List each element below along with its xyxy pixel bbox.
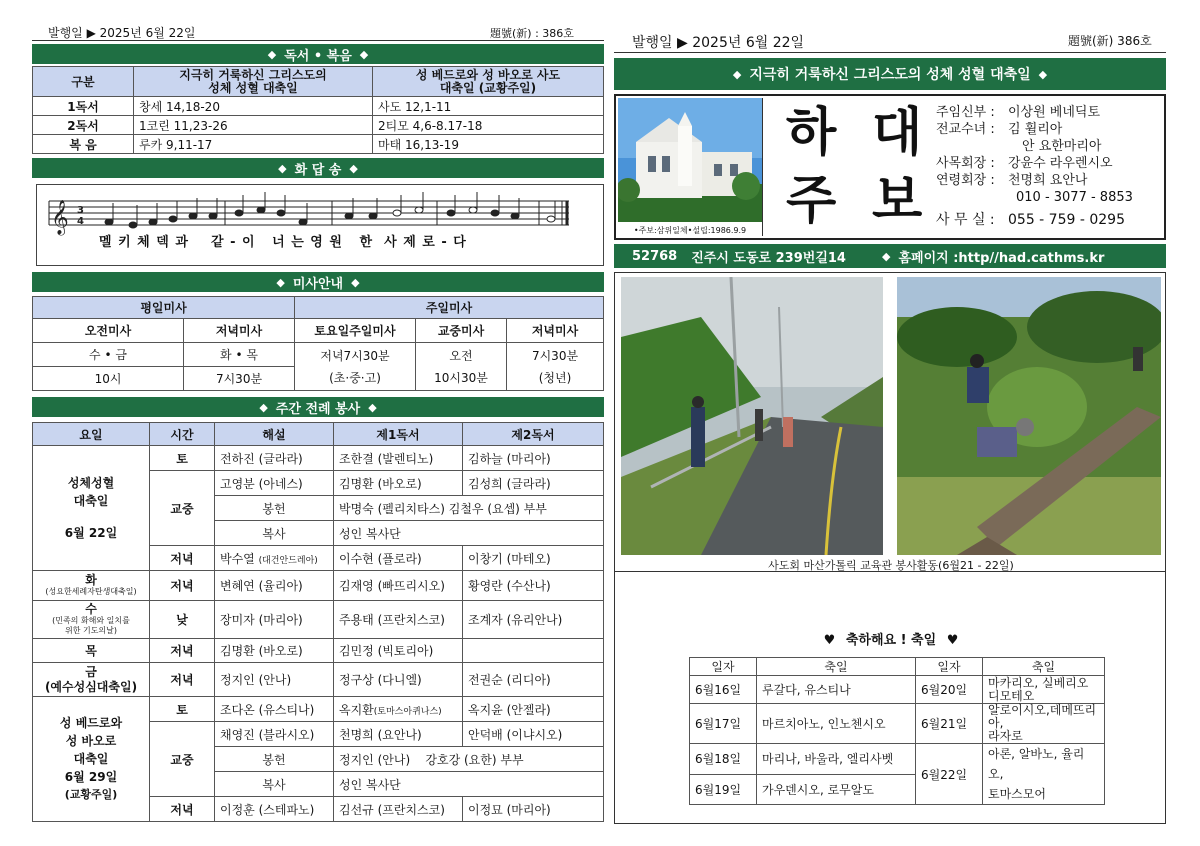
staff-label: 사 무 실 :: [936, 212, 995, 228]
masthead-box: [614, 94, 1166, 240]
readings-row-label: 복 음: [33, 135, 134, 154]
service-cell: 정지인 (안나): [215, 663, 334, 697]
right-header-rule: [614, 52, 1166, 53]
service-time: 토: [150, 446, 215, 471]
service-feast2-title: 성 베드로와 성 바오로 대축일: [59, 716, 123, 766]
service-time: 저녁: [150, 663, 215, 697]
staff-value: 안 요한마리아: [1022, 139, 1102, 154]
service-cell: 정구상 (다니엘): [334, 663, 463, 697]
masthead-char: 보: [872, 170, 923, 231]
mass-col: 교중미사: [416, 319, 507, 343]
staff-value: 이상원 베네딕토: [1008, 105, 1101, 120]
service-title-bar: ◆ 주간 전례 봉사 ◆: [32, 397, 604, 417]
psalm-title-bar: ◆ 화 답 송 ◆: [32, 158, 604, 178]
service-cell: [334, 697, 463, 722]
service-cell: 이창기 (마테오): [463, 546, 604, 571]
staff-row: [936, 172, 1164, 189]
feast-date: 6월20일: [916, 676, 983, 704]
mass-col: 저녁미사: [507, 319, 604, 343]
photo-section: [614, 272, 1166, 824]
feast-date: 6월18일: [690, 744, 757, 775]
service-name: 박수열: [220, 551, 259, 566]
staff-row: [936, 189, 1164, 206]
service-cell: 김민정 (빅토리아): [334, 639, 463, 663]
staff-row: [936, 121, 1164, 138]
staff-list: [936, 104, 1164, 229]
service-cell: 이정훈 (스테파노): [215, 797, 334, 822]
photo-road-volunteers: [621, 277, 883, 555]
service-cell: 이정묘 (마리아): [463, 797, 604, 822]
mass-cell: 화 • 목: [184, 343, 295, 367]
church-photo-caption: •주보:삼위일체•설립:1986.9.9: [618, 225, 762, 236]
feast-saints: 가우덴시오, 로무알도: [757, 774, 916, 805]
service-cell: 전하진 (글라라): [215, 446, 334, 471]
service-cell: 박명숙 (펠리치타스) 김철우 (요셉) 부부: [334, 496, 604, 521]
readings-cell: 2티모 4,6-8.17-18: [373, 116, 604, 135]
service-cell: 장미자 (마리아): [215, 601, 334, 639]
psalm-title: 화 답 송: [294, 162, 342, 178]
service-cell: 김명환 (바오로): [334, 471, 463, 496]
feast-col: 축일: [983, 658, 1105, 676]
staff-row: [936, 155, 1164, 172]
church-image: [618, 98, 762, 222]
service-cell: 김재영 (빠뜨리시오): [334, 571, 463, 601]
service-cell: 조계자 (유리안나): [463, 601, 604, 639]
service-cell: 채영진 (블라시오): [215, 722, 334, 747]
readings-cell: 마태 16,13-19: [373, 135, 604, 154]
service-cell: 복사: [215, 772, 334, 797]
service-day-tue: [33, 571, 150, 601]
masthead-char: 대: [872, 102, 923, 163]
service-name-sub: (토마스아퀴나스): [373, 706, 442, 717]
feast-date: 6월17일: [690, 704, 757, 744]
service-cell: 변혜연 (율리아): [215, 571, 334, 601]
masthead-char: 하: [786, 102, 837, 163]
mass-cell: 7시30분: [184, 367, 295, 391]
service-day-note: (민족의 화해와 일치를 위한 기도의날): [52, 616, 130, 635]
service-cell: 김명환 (바오로): [215, 639, 334, 663]
service-cell: 고영분 (아네스): [215, 471, 334, 496]
service-cell: 김선규 (프란치스코): [334, 797, 463, 822]
mass-table: [32, 296, 604, 391]
service-cell: [463, 639, 604, 663]
masthead-char: 주: [786, 170, 837, 231]
staff-value: 010 - 3077 - 8853: [1016, 190, 1133, 205]
feast-saints: 루갈다, 유스티나: [757, 676, 916, 704]
svg-text:3: 3: [77, 205, 84, 216]
service-cell: 성인 복사단: [334, 521, 604, 546]
service-cell: 황영란 (수산나): [463, 571, 604, 601]
feast-col: 축일: [757, 658, 916, 676]
caption-rule: [615, 571, 1165, 572]
service-time: 저녁: [150, 797, 215, 822]
mass-weekday-header: 평일미사: [33, 297, 295, 319]
readings-col-kind: 구분: [33, 67, 134, 97]
feast-saints: 마카리오, 실베리오 디모테오: [983, 676, 1105, 704]
svg-text:4: 4: [77, 216, 84, 227]
church-photo: [618, 98, 763, 236]
feast-saints: 아론, 알바노, 율리오, 토마스모어: [983, 744, 1105, 805]
feast-saints: 알로이시오,데메뜨리아, 라자로: [983, 704, 1105, 744]
address-bar: 52768 진주시 도동로 239번길14 ◆ 홈페이지 :http//had.cathms.kr: [614, 244, 1166, 268]
right-header-issue: 題號(新) 386호: [1068, 34, 1152, 48]
service-col: 시간: [150, 423, 215, 446]
feast-saints: 마리나, 바울라, 엘리사벳: [757, 744, 916, 775]
feast-col: 일자: [690, 658, 757, 676]
mass-cell: 10시: [33, 367, 184, 391]
feast-saints: 마르치아노, 인노첸시오: [757, 704, 916, 744]
psalm-music-box: [36, 184, 604, 266]
service-time: 저녁: [150, 571, 215, 601]
service-day-label: 수: [85, 602, 97, 616]
service-cell: 성인 복사단: [334, 772, 604, 797]
readings-row-label: 1독서: [33, 97, 134, 116]
psalm-lyrics: 멜 키 체 덱 과 같 - 이 너 는 영 원 한 사 제 로 - 다: [99, 235, 467, 250]
service-time: 교중: [150, 722, 215, 797]
service-time: 저녁: [150, 639, 215, 663]
mass-cell: 수 • 금: [33, 343, 184, 367]
staff-row: [936, 138, 1164, 155]
service-day-label: 금: [85, 664, 97, 679]
masthead-title: [782, 96, 926, 238]
left-header-date: 발행일 ▶ 2025년 6월 22일: [48, 26, 196, 40]
svg-text:𝄞: 𝄞: [51, 200, 69, 235]
service-feast2-cell: [33, 697, 150, 822]
feast-date: 6월16일: [690, 676, 757, 704]
address-text: 진주시 도동로 239번길14: [691, 250, 846, 266]
service-cell: 정지인 (안나) 강호강 (요한) 부부: [334, 747, 604, 772]
readings-cell: 1코린 11,23-26: [134, 116, 373, 135]
service-cell: 주용태 (프란치스코): [334, 601, 463, 639]
feast-col: 일자: [916, 658, 983, 676]
readings-row-label: 2독서: [33, 116, 134, 135]
service-cell: [215, 546, 334, 571]
service-day-note: (성요한세례자탄생대축일): [45, 587, 137, 596]
readings-cell: 사도 12,1-11: [373, 97, 604, 116]
homepage-link[interactable]: 홈페이지 :http//had.cathms.kr: [898, 250, 1105, 266]
feast-date: 6월19일: [690, 774, 757, 805]
feast-date: 6월21일: [916, 704, 983, 744]
feast-table: [689, 657, 1105, 805]
mass-cell: 오전 10시30분: [416, 343, 507, 391]
service-name-sub: (대건안드레아): [258, 555, 318, 566]
service-col: 제2독서: [463, 423, 604, 446]
service-cell: 조한결 (발렌티노): [334, 446, 463, 471]
left-header-rule: [32, 40, 604, 41]
staff-label: 연령회장 :: [936, 173, 995, 188]
staff-value: 강윤수 라우렌시오: [1008, 156, 1113, 171]
photo-caption: 사도회 마산가톨릭 교육관 봉사활동(6월21 - 22일): [768, 559, 1014, 572]
left-header-issue: 題號(新) : 386호: [490, 27, 574, 40]
service-time: 교중: [150, 471, 215, 546]
service-day-fri: [33, 663, 150, 697]
staff-row: [936, 212, 1164, 229]
service-feast1-title: 성체성혈 대축일: [67, 476, 115, 508]
service-cell: 이수현 (플로라): [334, 546, 463, 571]
service-cell: 봉헌: [215, 496, 334, 521]
right-banner-text: 지극히 거룩하신 그리스도의 성체 성혈 대축일: [749, 67, 1031, 83]
readings-table: [32, 66, 604, 154]
feast-title: [615, 629, 1167, 648]
service-name: 옥지환: [339, 702, 374, 717]
staff-value: 천명희 요안나: [1008, 173, 1088, 188]
service-cell: 옥지윤 (안젤라): [463, 697, 604, 722]
heart-icon: ♥: [946, 633, 959, 648]
service-time: 낮: [150, 601, 215, 639]
readings-cell: 루카 9,11-17: [134, 135, 373, 154]
mass-cell: 저녁7시30분 (초·중·고): [295, 343, 416, 391]
service-feast2-sub: (교황주일): [64, 788, 118, 801]
staff-value: 김 휠리아: [1008, 122, 1063, 137]
service-cell: 봉헌: [215, 747, 334, 772]
service-cell: 전권순 (리디아): [463, 663, 604, 697]
right-header-date: 발행일 ▶ 2025년 6월 22일: [632, 35, 805, 51]
mass-col: 토요일주일미사: [295, 319, 416, 343]
service-col: 제1독서: [334, 423, 463, 446]
photo-pruning-trees: [897, 277, 1161, 555]
service-cell: 복사: [215, 521, 334, 546]
staff-value: 055 - 759 - 0295: [1008, 212, 1125, 228]
staff-row: [936, 104, 1164, 121]
staff-label: 주임신부 :: [936, 105, 995, 120]
mass-sunday-header: 주일미사: [295, 297, 604, 319]
service-day-thu: 목: [33, 639, 150, 663]
address-zip: 52768: [632, 248, 678, 264]
service-feast2-date: 6월 29일: [64, 770, 118, 784]
service-feast1-date: 6월 22일: [64, 526, 118, 540]
mass-col: 오전미사: [33, 319, 184, 343]
mass-col: 저녁미사: [184, 319, 295, 343]
service-cell: 김하늘 (마리아): [463, 446, 604, 471]
readings-col-feast2: 성 베드로와 성 바오로 사도 대축일 (교황주일): [373, 67, 604, 97]
service-cell: 김성희 (글라라): [463, 471, 604, 496]
mass-title: 미사안내: [292, 276, 344, 292]
service-day-note: (예수성심대축일): [44, 679, 138, 694]
mass-title-bar: ◆ 미사안내 ◆: [32, 272, 604, 292]
service-col: 해설: [215, 423, 334, 446]
readings-title: 독서 • 복음: [284, 48, 352, 64]
service-day-label: 화: [85, 573, 97, 587]
service-cell: 조다온 (유스티나): [215, 697, 334, 722]
service-cell: 천명희 (요안나): [334, 722, 463, 747]
heart-icon: ♥: [823, 633, 836, 648]
service-day-wed: [33, 601, 150, 639]
service-table: [32, 422, 604, 822]
service-time: 저녁: [150, 546, 215, 571]
staff-label: 사목회장 :: [936, 156, 995, 171]
readings-title-bar: ◆ 독서 • 복음 ◆: [32, 44, 604, 64]
service-title: 주간 전례 봉사: [275, 401, 361, 417]
service-time: 토: [150, 697, 215, 722]
feast-title-text: 축하해요 ! 축일: [845, 633, 937, 648]
service-cell: 안덕배 (이냐시오): [463, 722, 604, 747]
service-col: 요일: [33, 423, 150, 446]
right-banner: ◆ 지극히 거룩하신 그리스도의 성체 성혈 대축일 ◆: [614, 58, 1166, 90]
readings-cell: 창세 14,18-20: [134, 97, 373, 116]
staff-label: 전교수녀 :: [936, 122, 995, 137]
mass-cell: 7시30분 (청년): [507, 343, 604, 391]
service-feast1-cell: [33, 446, 150, 571]
readings-col-feast1: 지극히 거룩하신 그리스도의 성체 성혈 대축일: [134, 67, 373, 97]
feast-date: 6월22일: [916, 744, 983, 805]
